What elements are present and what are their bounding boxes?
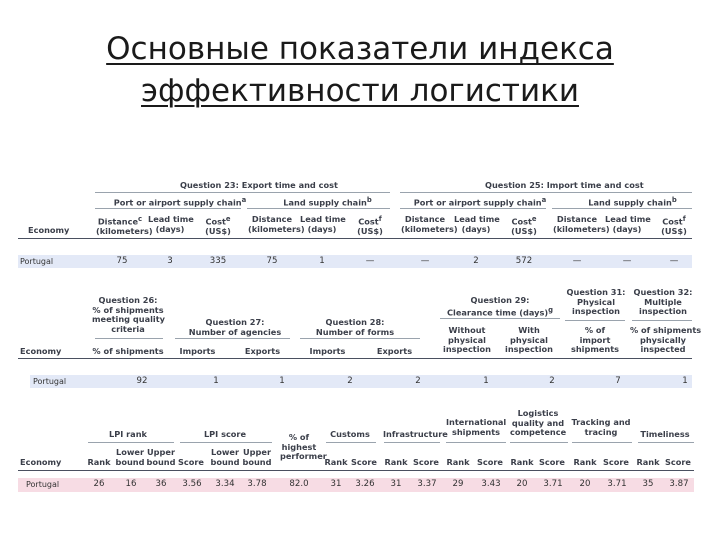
rank-subheader: Rank [446,457,470,467]
import-land-distance-header: Distance (kilometers) [553,214,610,234]
value-cell: 3.71 [543,479,563,489]
value-cell: 2 [415,376,421,386]
rank-subheader: Rank [636,457,660,467]
slide-title [0,28,720,112]
import-land-chain: Land supply chain$^b$ [588,196,677,208]
export-land-cost-header: Cost$^f$ (US$) [357,215,383,237]
q32-header: Question 32: Multiple inspection [633,287,693,317]
value-cell: 26 [93,479,105,489]
export-port-lead-header: Lead time (days) [148,214,194,234]
logistics-quality-header: Logistics quality and competence [510,408,567,438]
infrastructure-header: Infrastructure [383,429,448,439]
lower-bound-header: Lower bound [115,447,145,467]
economy-label: Economy [20,346,62,356]
value-cell: — [420,256,430,266]
q31-header: Question 31: Physical inspection [566,287,626,317]
export-port-chain: Port or airport supply chain$^a$ [113,196,247,208]
score-subheader: Score [665,457,691,467]
value-cell: 31 [390,479,402,489]
value-cell: 75 [116,256,128,266]
economy-label: Economy [28,225,70,235]
q27-header: Question 27: Number of agencies [188,317,282,337]
rank-subheader: Rank [573,457,597,467]
value-cell: 3.78 [247,479,267,489]
import-port-lead-header: Lead time (days) [454,214,500,234]
lpi-rank-header: LPI rank [109,429,147,439]
q25-header: Question 25: Import time and cost [485,180,644,190]
country-name: Portugal [33,377,67,386]
export-port-distance-header: Distance$^c$ (kilometers) [96,215,153,237]
export-land-chain: Land supply chain$^b$ [283,196,372,208]
lpi-score-header: LPI score [203,429,247,439]
export-land-distance-header: Distance (kilometers) [248,214,305,234]
value-cell: 20 [579,479,591,489]
value-cell: 35 [642,479,654,489]
export-port-cost-header: Cost$^e$ (US$) [205,215,231,237]
import-port-distance-header: Distance (kilometers) [401,214,458,234]
pct-inspected-header: % of shipments physically inspected [630,325,702,355]
value-cell: 335 [209,256,227,266]
value-cell: 3 [167,256,173,266]
value-cell: 20 [516,479,528,489]
value-cell: 1 [319,256,325,266]
imports-subheader: Imports [179,346,216,356]
pct-shipments-subheader: % of shipments [92,346,164,356]
rank-subheader: Rank [324,457,348,467]
q28-header: Question 28: Number of forms [315,317,395,337]
value-cell: — [365,256,375,266]
q26-header: Question 26: % of shipments meeting quality criteria [92,295,165,334]
import-port-cost-header: Cost$^e$ (US$) [511,215,537,237]
value-cell: 3.87 [669,479,689,489]
value-cell: 75 [266,256,278,266]
q29-header: Question 29: Clearance time (days)$^g$ [447,295,553,318]
score-subheader: Score [178,457,204,467]
upper-bound-header: Upper bound [146,447,176,467]
exports-subheader: Exports [376,346,413,356]
without-inspection-header: Without physical inspection [443,325,491,355]
value-cell: 572 [515,256,533,266]
value-cell: 1 [483,376,489,386]
title-line-1: Основные показатели индекса [106,31,614,67]
value-cell: 29 [452,479,464,489]
value-cell: 36 [155,479,167,489]
upper-bound-header: Upper bound [242,447,272,467]
value-cell: 3.26 [355,479,375,489]
value-cell: 2 [549,376,555,386]
imports-subheader: Imports [309,346,346,356]
value-cell: 1 [682,376,688,386]
country-name: Portugal [26,480,60,489]
score-subheader: Score [477,457,503,467]
value-cell: — [622,256,632,266]
exports-subheader: Exports [244,346,281,356]
q23-header: Question 23: Export time and cost [180,180,338,190]
value-cell: 16 [125,479,137,489]
value-cell: — [572,256,582,266]
value-cell: 1 [279,376,285,386]
lower-bound-header: Lower bound [210,447,240,467]
value-cell: 31 [330,479,342,489]
value-cell: — [669,256,679,266]
value-cell: 2 [473,256,479,266]
pct-import-shipments-header: % of import shipments [570,325,620,355]
import-land-cost-header: Cost$^f$ (US$) [661,215,687,237]
score-subheader: Score [603,457,629,467]
import-port-chain: Port or airport supply chain$^a$ [413,196,547,208]
value-cell: 7 [615,376,621,386]
rank-subheader: Rank [510,457,534,467]
value-cell: 1 [213,376,219,386]
value-cell: 3.37 [417,479,437,489]
title-line-2: эффективности логистики [141,73,579,109]
pct-highest-header: % of highest performer [280,432,327,462]
tracking-header: Tracking and tracing [571,417,631,437]
score-subheader: Score [351,457,377,467]
country-name: Portugal [20,257,54,266]
value-cell: 3.71 [607,479,627,489]
import-land-lead-header: Lead time (days) [605,214,651,234]
customs-header: Customs [330,429,370,439]
timeliness-header: Timeliness [640,429,690,439]
value-cell: 92 [136,376,148,386]
economy-label: Economy [20,457,62,467]
value-cell: 82.0 [289,479,309,489]
value-cell: 3.43 [481,479,501,489]
intl-shipments-header: International shipments [446,417,507,437]
value-cell: 2 [347,376,353,386]
rank-subheader: Rank [384,457,408,467]
rank-subheader: Rank [87,457,111,467]
score-subheader: Score [539,457,565,467]
score-subheader: Score [413,457,439,467]
with-inspection-header: With physical inspection [505,325,553,355]
export-land-lead-header: Lead time (days) [300,214,346,234]
value-cell: 3.56 [182,479,202,489]
value-cell: 3.34 [215,479,235,489]
